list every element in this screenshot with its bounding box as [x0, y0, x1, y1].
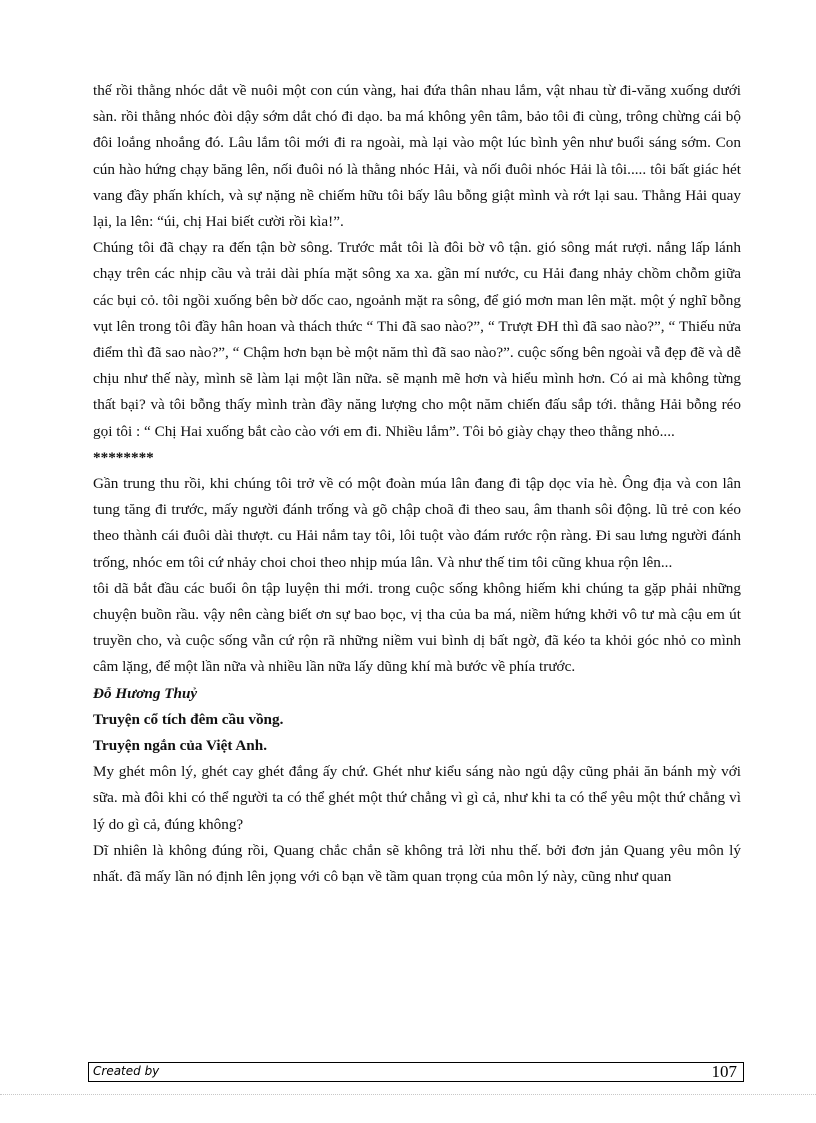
page-number: 107	[711, 1062, 737, 1081]
paragraph-1: thế rồi thằng nhóc dắt về nuôi một con cún vàng, hai đứa thân nhau lắm, vật nhau từ đi-văng xuống dưới sàn. rồi thằng nhóc đòi dậy sớm dắt chó đi dạo. ba má không yên tâm, bảo tôi đi cùng, trông chừng cái bộ đôi loắng nhoắng đó. Lâu lắm tôi mới đi ra ngoài, mà lại vào một lúc bình yên như buổi sáng sớm. Con cún hào hứng chạy băng lên, nối đuôi nó là thằng nhóc Hải, và nối đuôi nhóc Hải là tôi..... tôi bất giác hét vang đầy phấn khích, và sự nặng nề chiếm hữu tôi bấy lâu bỗng giật mình và rớt lại sau. Thằng Hải quay lại, la lên: “úi, chị Hai biết cười rồi kìa!”.	[93, 82, 741, 231]
paragraph-3: Gần trung thu rồi, khi chúng tôi trở về có một đoàn múa lân đang đi tập dọc vỉa hè. Ông địa và con lân tung tăng đi trước, mấy người đánh trống và gõ chập choã đi theo sau, âm thanh sôi động. lũ trẻ con kéo theo thành cái đuôi dài thượt. cu Hải nắm tay tôi, lôi tuột vào đám rước rộn ràng. Đi sau lưng người đánh trống, nhóc em tôi cứ nhảy choi choi theo nhịp múa lân. Và như thế tim tôi cũng khua rộn lên...	[93, 475, 741, 571]
page-edge-divider	[0, 1094, 816, 1095]
story-title: Truyện cổ tích đêm cầu vồng.	[93, 710, 284, 728]
section-separator: ********	[93, 448, 154, 466]
author-signature: Đỗ Hương Thuỷ	[93, 684, 198, 702]
story-byline: Truyện ngắn của Việt Anh.	[93, 737, 267, 755]
paragraph-6: Dĩ nhiên là không đúng rồi, Quang chắc chắn sẽ không trả lời nhu thế. bởi đơn jản Quang yêu môn lý nhất. đã mấy lần nó định lên jọng với cô bạn về tầm quan trọng của môn lý này, cũng như quan	[93, 841, 741, 886]
paragraph-5: My ghét môn lý, ghét cay ghét đắng ấy chứ. Ghét như kiểu sáng nào ngủ dậy cũng phải ăn bánh mỳ với sữa. mà đôi khi có thể người ta có thể ghét một thứ chẳng vì gì cả, như khi ta có thể yêu một thứ chẳng vì lý do gì cả, đúng không?	[93, 763, 741, 833]
paragraph-2: Chúng tôi đã chạy ra đến tận bờ sông. Trước mắt tôi là đôi bờ vô tận. gió sông mát rượi. nắng lấp lánh chạy trên các nhịp cầu và trải dài phía mặt sông xa xa. gần mí nước, cu Hải đang nhảy chồm chỗm giữa các bụi cỏ. tôi ngồi xuống bên bờ dốc cao, ngoảnh mặt ra sông, để gió mơn man lên mặt. một ý nghĩ bỗng vụt lên trong tôi đầy hân hoan và thách thức “ Thi đã sao nào?”, “ Trượt ĐH thì đã sao nào?”, “ Thiếu nửa điểm thì đã sao nào?”, “ Chậm hơn bạn bè một năm thì đã sao nào?”. cuộc sống bên ngoài vẫ đẹp đẽ và dễ chịu như thế này, mình sẽ làm lại một lần nữa. sẽ mạnh mẽ hơn và hiểu mình hơn. Có ai mà không từng thất bại? và tôi bỗng thấy mình tràn đầy năng lượng cho một năm chiến đấu sắp tới. thằng Hải bỗng réo gọi tôi : “ Chị Hai xuống bắt cào cào với em đi. Nhiều lắm”. Tôi bỏ giày chạy theo thằng nhỏ....	[93, 239, 741, 440]
paragraph-4: tôi dã bắt đầu các buổi ôn tập luyện thi mới. trong cuộc sống không hiếm khi chúng ta gặp phải những chuyện buồn rầu. vậy nên càng biết ơn sự bao bọc, vị tha của ba má, niềm hứng khởi vô tư mà cậu em út truyền cho, và cuộc sống vẫn cứ rộn rã những niềm vui bình dị bất ngờ, đã kéo ta khỏi góc nhỏ co mình câm lặng, để một lần nữa và nhiều lần nữa lấy dũng khí mà bước về phía trước.	[93, 579, 741, 676]
document-body	[93, 78, 741, 890]
footer-created-by: Created by	[93, 1064, 160, 1078]
page-footer	[88, 1062, 744, 1082]
